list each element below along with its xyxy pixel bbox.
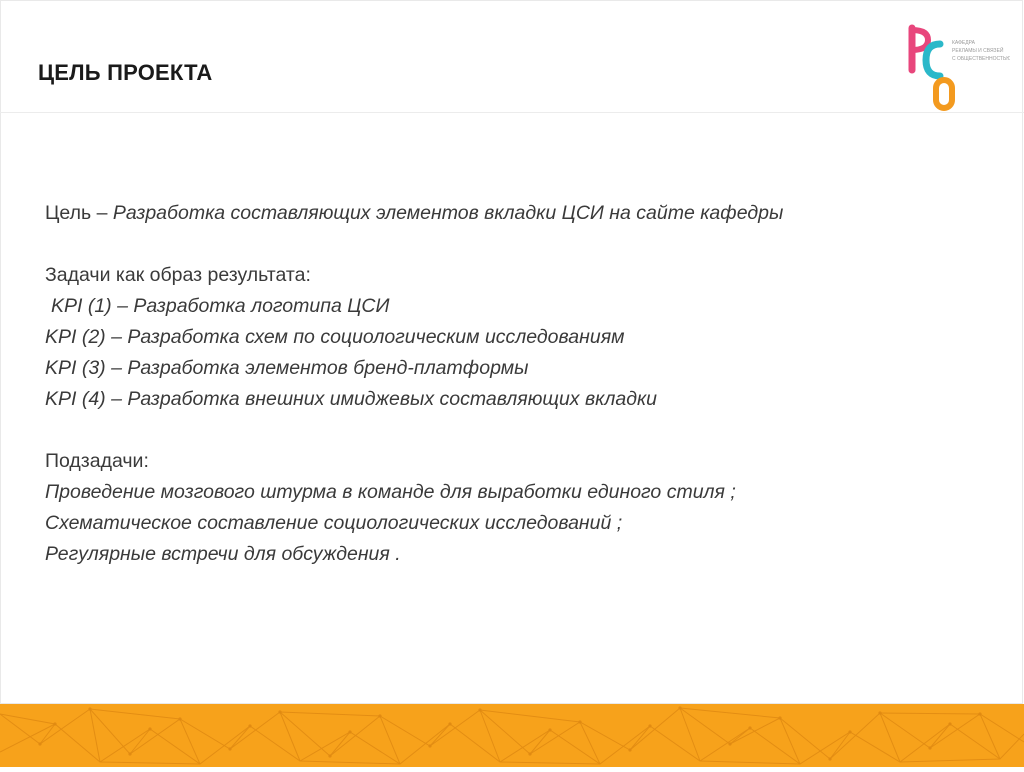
task-item-kpi-4: KPI (4) – Разработка внешних имиджевых составляющих вкладки <box>45 388 658 410</box>
page-title: ЦЕЛЬ ПРОЕКТА <box>38 60 213 85</box>
goal-text: Разработка составляющих элементов вкладки ЦСИ на сайте кафедры <box>112 202 784 224</box>
task-item-kpi-3: KPI (3) – Разработка элементов бренд-платформы <box>45 357 529 379</box>
spacer <box>45 415 995 446</box>
subtask-item-1: Проведение мозгового штурма в команде для выработки единого стиля ; <box>45 481 736 503</box>
goal-line <box>45 198 995 229</box>
logo-caption-1: КАФЕДРА <box>952 40 975 46</box>
task-item-kpi-1: KPI (1) – Разработка логотипа ЦСИ <box>51 295 390 317</box>
logo-caption-2: РЕКЛАМЫ И СВЯЗЕЙ <box>952 48 1004 54</box>
subtask-item-3: Регулярные встречи для обсуждения . <box>45 543 401 565</box>
spacer <box>45 229 995 260</box>
triangle-mesh-icon <box>0 704 1024 767</box>
rso-logo-graphic <box>900 24 1010 114</box>
header-divider <box>0 112 1024 113</box>
subtask-item-2: Схематическое составление социологических исследований ; <box>45 512 623 534</box>
subtasks-heading: Подзадачи: <box>45 450 149 472</box>
logo-caption-3: С ОБЩЕСТВЕННОСТЬЮ <box>952 56 1010 62</box>
task-item-kpi-2: KPI (2) – Разработка схем по социологическим исследованиям <box>45 326 625 348</box>
goal-label: Цель – <box>45 202 113 224</box>
footer-pattern-band <box>0 704 1024 767</box>
tasks-heading: Задачи как образ результата: <box>45 264 311 286</box>
slide-body <box>45 198 995 570</box>
rso-logo-icon <box>900 24 1010 114</box>
